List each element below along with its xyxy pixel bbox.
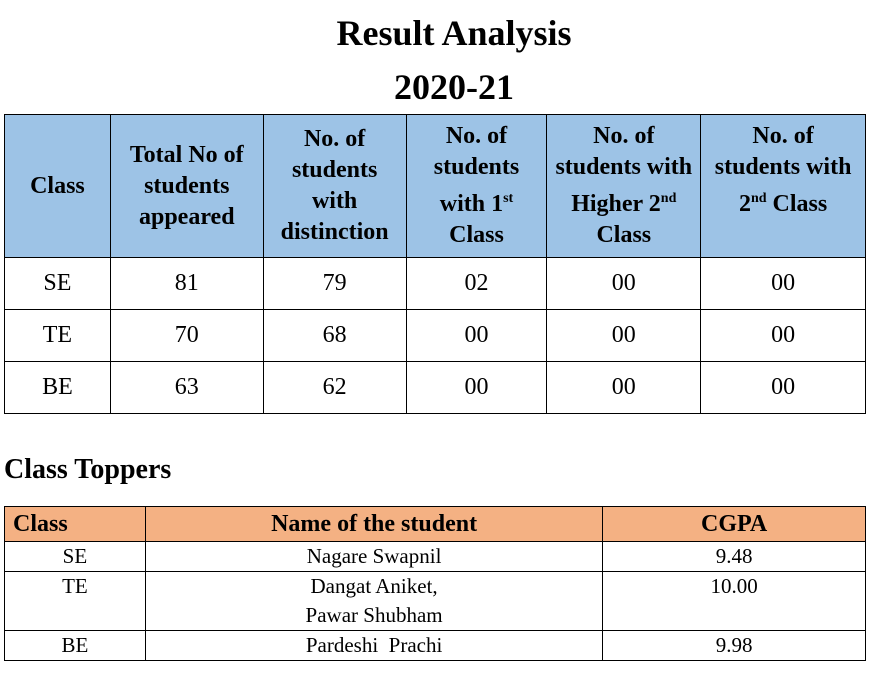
header-total-line1: Total No of [129, 141, 244, 168]
header-class [5, 115, 111, 258]
header-distinction-line2: students [291, 157, 378, 183]
header-first-line2: students [433, 154, 520, 180]
table-cell: 00 [547, 362, 701, 414]
header-higher-line1: No. of [593, 123, 655, 149]
toppers-header-name: Name of the student [145, 507, 602, 542]
header-higher-line4: Class [596, 222, 652, 248]
table-cell: 00 [701, 362, 866, 414]
topper-cgpa: 9.48 [603, 542, 866, 572]
table-row [5, 572, 866, 631]
toppers-header-row [5, 507, 866, 542]
topper-name-line: Pawar Shubham [305, 603, 443, 627]
header-higher-line3 [547, 183, 700, 220]
header-higher-line2: students with [555, 154, 693, 180]
header-second-line2: students with [714, 154, 852, 180]
topper-class: TE [5, 572, 146, 631]
header-second-line1: No. of [752, 123, 814, 149]
table-cell: TE [5, 310, 111, 362]
table-cell: 00 [406, 310, 547, 362]
table-cell: 00 [547, 310, 701, 362]
header-distinction-line3: with [311, 188, 358, 214]
topper-name [145, 572, 602, 631]
header-second-line3 [701, 183, 865, 220]
table-cell: 00 [701, 258, 866, 310]
header-distinction-line1: No. of [303, 126, 366, 152]
page-title: Result Analysis [336, 13, 572, 53]
header-first-line3 [407, 183, 547, 220]
topper-name-line: Pardeshi Prachi [305, 633, 443, 657]
table-cell: 68 [263, 310, 406, 362]
header-second-class [701, 115, 866, 258]
header-first-line4: Class [449, 222, 504, 248]
table-row [5, 258, 866, 310]
table-cell: 70 [110, 310, 263, 362]
table-row [5, 542, 866, 572]
header-higher-line3-text: Higher 2 [571, 191, 661, 217]
page-subtitle-year: 2020-21 [394, 67, 514, 107]
topper-cgpa: 9.98 [603, 631, 866, 661]
table-cell: SE [5, 258, 111, 310]
header-class-text: Class [30, 172, 85, 199]
topper-class: SE [5, 542, 146, 572]
result-header-row [5, 115, 866, 258]
header-total-appeared [110, 115, 263, 258]
topper-cgpa: 10.00 [603, 572, 866, 631]
table-cell: 00 [701, 310, 866, 362]
topper-name [145, 631, 602, 661]
topper-class: BE [5, 631, 146, 661]
header-higher-line3-sup: nd [660, 191, 677, 206]
table-cell: 02 [406, 258, 547, 310]
header-total-line3: appeared [138, 203, 235, 230]
class-toppers-heading: Class Toppers [4, 454, 172, 485]
table-cell: 63 [110, 362, 263, 414]
header-second-line3-sup: nd [750, 191, 767, 206]
header-second-line4-spacer [701, 220, 865, 251]
header-distinction [263, 115, 406, 258]
header-second-line3-rest: Class [766, 191, 828, 217]
table-row [5, 310, 866, 362]
table-cell: 79 [263, 258, 406, 310]
table-row [5, 631, 866, 661]
table-row [5, 362, 866, 414]
header-higher-second-class [547, 115, 701, 258]
header-distinction-line4: distinction [280, 219, 389, 245]
header-total-line2: students [144, 172, 230, 199]
table-cell: 00 [406, 362, 547, 414]
header-second-line3-text: 2 [738, 191, 751, 217]
topper-name-line: Dangat Aniket, [310, 574, 438, 598]
table-cell: 00 [547, 258, 701, 310]
class-toppers-table [4, 506, 866, 661]
topper-name [145, 542, 602, 572]
result-analysis-table [4, 114, 866, 414]
toppers-header-cgpa: CGPA [603, 507, 866, 542]
header-first-line3-text: with 1 [439, 191, 504, 217]
header-first-line3-sup: st [503, 191, 514, 206]
header-first-line1: No. of [445, 123, 508, 149]
table-cell: BE [5, 362, 111, 414]
header-first-class [406, 115, 547, 258]
table-cell: 62 [263, 362, 406, 414]
toppers-header-class: Class [5, 507, 146, 542]
table-cell: 81 [110, 258, 263, 310]
topper-name-line: Nagare Swapnil [306, 544, 442, 568]
